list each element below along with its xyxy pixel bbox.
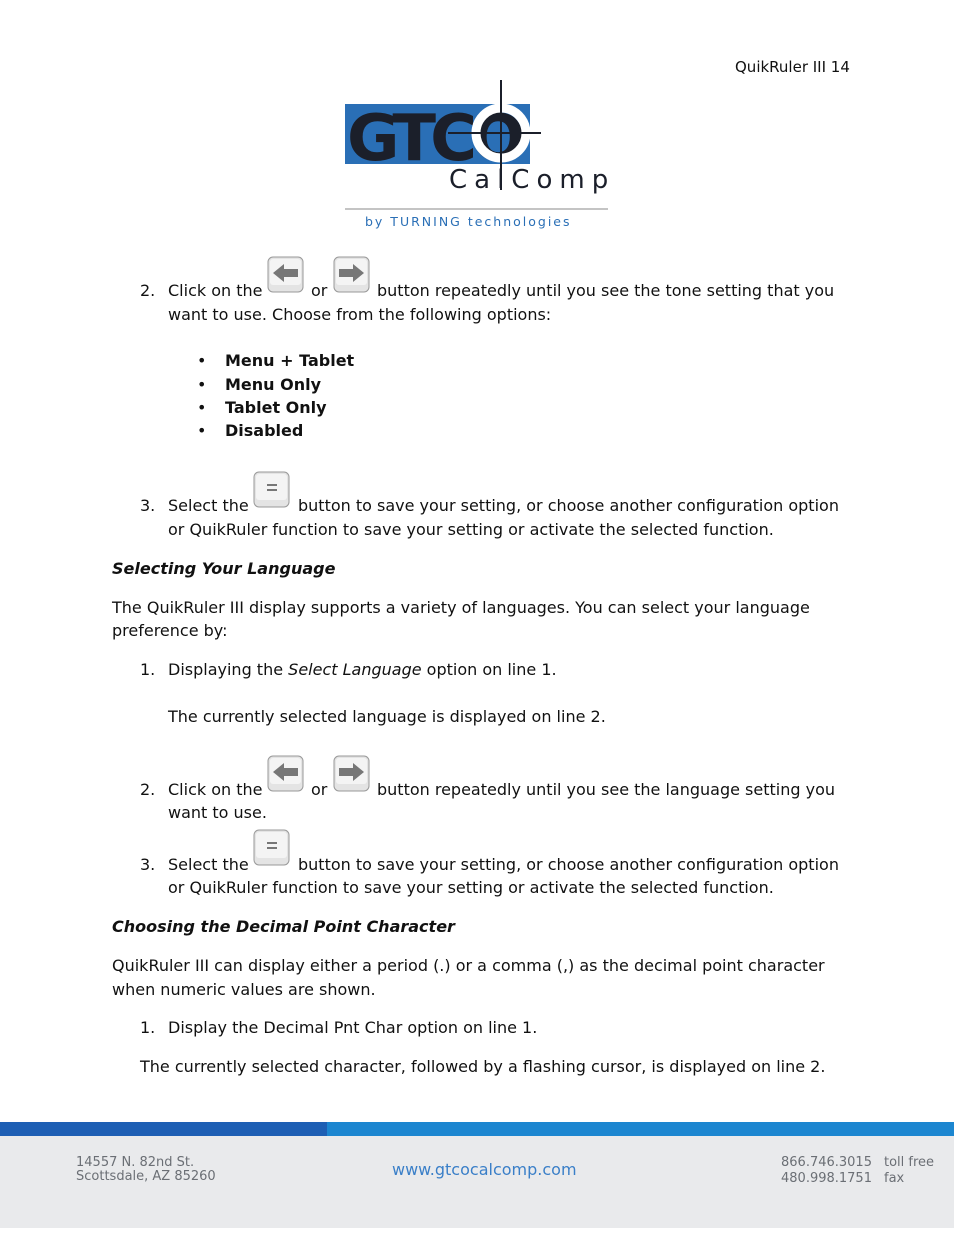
- footer-phone-tollfree: 866.746.3015: [781, 1155, 872, 1170]
- tone-option-menu-tablet: • Menu + Tablet: [225, 351, 354, 371]
- page-footer: [0, 1122, 954, 1235]
- footer-bottom-edge: [0, 1228, 954, 1235]
- footer-address-line1: 14557 N. 82nd St.: [76, 1155, 195, 1170]
- page-number: QuikRuler III 14: [735, 58, 850, 76]
- language-step2-or: or: [311, 780, 328, 799]
- language-step1-note: The currently selected language is displayed on line 2.: [168, 707, 606, 726]
- decimal-intro-line1: QuikRuler III can display either a period (.) or a comma (,) as the decimal point character: [112, 956, 825, 975]
- equals-key-icon: [253, 471, 291, 513]
- equals-key-icon: [253, 829, 291, 871]
- language-step2-pre: Click on the: [168, 780, 263, 799]
- footer-bar-dark: [0, 1122, 327, 1136]
- tone-step3-pre: Select the: [168, 496, 249, 515]
- tone-step2-pre: Click on the: [168, 281, 263, 300]
- footer-bar-light: [327, 1122, 954, 1136]
- language-step1-em: Select Language: [288, 660, 422, 679]
- left-arrow-key-icon: [267, 256, 305, 298]
- tone-option-menu-only: • Menu Only: [225, 375, 321, 395]
- left-arrow-key-icon: [267, 755, 305, 797]
- tone-step2-line2: want to use. Choose from the following options:: [168, 305, 552, 324]
- logo-tagline: by TURNING technologies: [365, 214, 572, 229]
- logo-sub: CalComp: [449, 165, 613, 195]
- language-step3-post: button to save your setting, or choose another configuration option: [298, 855, 839, 874]
- decimal-step1-number: 1.: [140, 1018, 156, 1037]
- language-step1-pre: Displaying the: [168, 660, 284, 679]
- footer-website-link[interactable]: www.gtcocalcomp.com: [392, 1160, 577, 1179]
- language-step1-post: option on line 1.: [426, 660, 557, 679]
- language-step1-number: 1.: [140, 660, 156, 679]
- decimal-note: The currently selected character, followed by a flashing cursor, is displayed on line 2.: [140, 1057, 826, 1076]
- logo-brand: GTCO: [347, 102, 520, 176]
- footer-phone-fax-label: fax: [884, 1171, 905, 1186]
- tone-step3-line2: or QuikRuler function to save your setting or activate the selected function.: [168, 520, 774, 539]
- decimal-step1-text: Display the Decimal Pnt Char option on line 1.: [168, 1018, 538, 1037]
- tone-step3-post: button to save your setting, or choose another configuration option: [298, 496, 839, 515]
- right-arrow-key-icon: [333, 256, 371, 298]
- tone-option-disabled: • Disabled: [225, 421, 303, 441]
- language-step1-text: [168, 660, 557, 680]
- tone-option-tablet-only: • Tablet Only: [225, 398, 327, 418]
- language-intro-line1: The QuikRuler III display supports a variety of languages. You can select your language: [112, 598, 810, 617]
- decimal-heading: Choosing the Decimal Point Character: [112, 917, 455, 936]
- tone-step2-post: button repeatedly until you see the tone setting that you: [377, 281, 835, 300]
- footer-address-line2: Scottsdale, AZ 85260: [76, 1169, 216, 1184]
- tone-step2-number: 2.: [140, 281, 156, 300]
- decimal-intro-line2: when numeric values are shown.: [112, 980, 376, 999]
- language-intro-line2: preference by:: [112, 621, 228, 640]
- language-step2-number: 2.: [140, 780, 156, 799]
- right-arrow-key-icon: [333, 755, 371, 797]
- language-step3-number: 3.: [140, 855, 156, 874]
- language-step3-pre: Select the: [168, 855, 249, 874]
- tone-step3-number: 3.: [140, 496, 156, 515]
- language-heading: Selecting Your Language: [112, 559, 336, 578]
- language-step2-line2: want to use.: [168, 803, 267, 822]
- footer-phone-tollfree-label: toll free: [884, 1155, 935, 1170]
- footer-phone-fax: 480.998.1751: [781, 1171, 872, 1186]
- gtco-calcomp-logo: [343, 78, 613, 233]
- tone-step2-or: or: [311, 281, 328, 300]
- language-step2-post: button repeatedly until you see the language setting you: [377, 780, 836, 799]
- language-step3-line2: or QuikRuler function to save your setting or activate the selected function.: [168, 878, 774, 897]
